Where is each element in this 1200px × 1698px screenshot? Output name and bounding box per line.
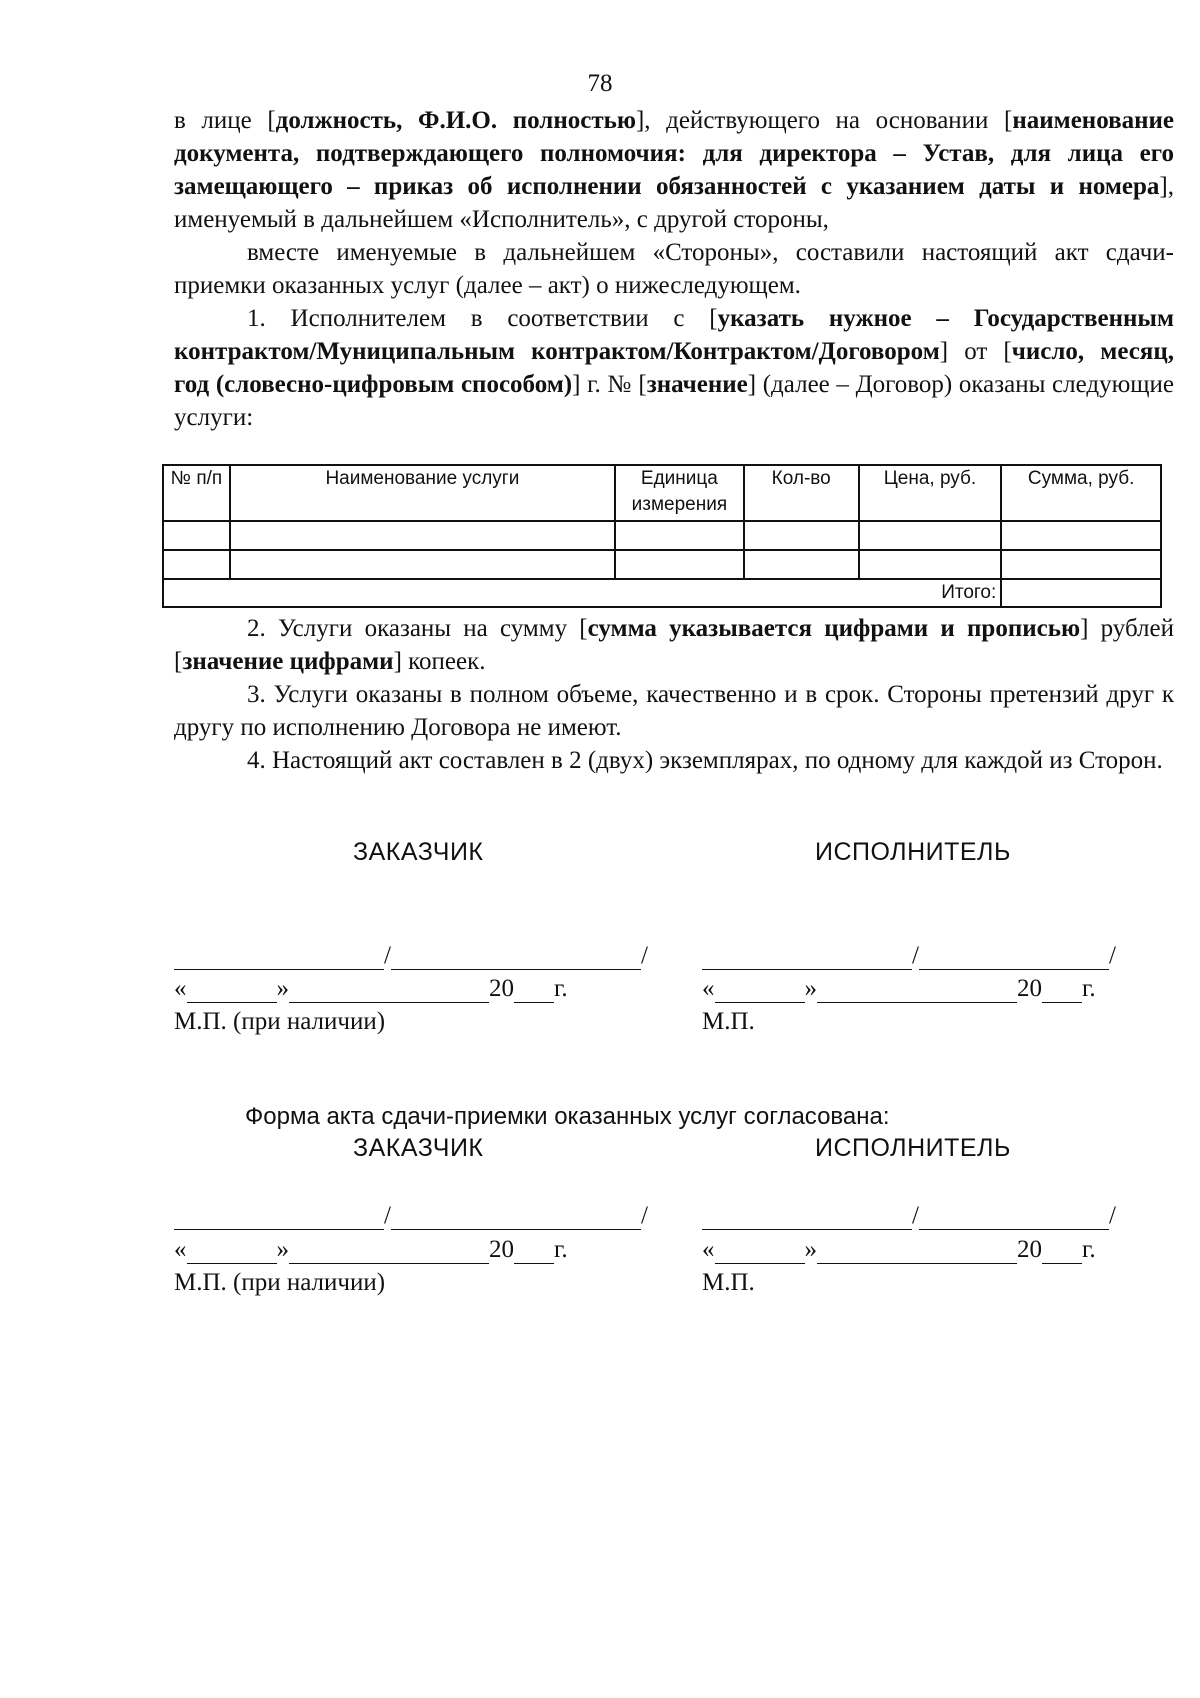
header-price: Цена, руб.	[859, 465, 1002, 521]
table-cell	[230, 521, 615, 550]
table-cell	[163, 521, 230, 550]
table-row	[163, 521, 1161, 550]
contractor-heading: ИСПОЛНИТЕЛЬ	[815, 838, 1011, 866]
customer-signature-line: / /	[174, 942, 648, 970]
header-sum: Сумма, руб.	[1001, 465, 1161, 521]
table-cell	[615, 550, 744, 579]
paragraph-item-2: 2. Услуги оказаны на сумму [сумма указывается цифрами и прописью] рублей [значение цифрами] копеек.	[174, 615, 1175, 675]
customer-heading-approval: ЗАКАЗЧИК	[353, 1134, 484, 1162]
contractor-date-line: « » 20 г.	[702, 975, 1096, 1002]
table-cell	[744, 550, 859, 579]
paragraph-intro: вместе именуемые в дальнейшем «Стороны», составили настоящий акт сдачи-приемки оказанных услуг (далее – акт) о нижеследующем.	[174, 239, 1174, 299]
table-cell	[1001, 521, 1161, 550]
table-cell	[859, 521, 1002, 550]
header-unit: Единица измерения	[615, 465, 744, 521]
table-cell	[615, 521, 744, 550]
total-value-cell	[1001, 579, 1161, 607]
contractor-heading-approval: ИСПОЛНИТЕЛЬ	[815, 1134, 1011, 1162]
act-body	[174, 104, 1174, 434]
table-cell	[744, 521, 859, 550]
customer-heading: ЗАКАЗЧИК	[353, 838, 484, 866]
customer-stamp-approval: М.П. (при наличии)	[174, 1269, 386, 1296]
customer-stamp: М.П. (при наличии)	[174, 1008, 386, 1035]
header-quantity: Кол-во	[744, 465, 859, 521]
header-number: № п/п	[163, 465, 230, 521]
page-number: 78	[587, 70, 613, 97]
customer-date-line-approval: « » 20 г.	[174, 1236, 568, 1263]
table-total-row	[163, 579, 1161, 607]
customer-date-line: « » 20 г.	[174, 975, 568, 1002]
contractor-signature-line: / /	[702, 942, 1116, 970]
customer-signature-line-approval: / /	[174, 1202, 648, 1230]
paragraph-item-3: 3. Услуги оказаны в полном объеме, качественно и в срок. Стороны претензий друг к другу по исполнению Договора не имеют.	[174, 681, 1174, 741]
paragraph-item-1: 1. Исполнителем в соответствии с [указать нужное – Государственным контрактом/Муниципальным контрактом/Контрактом/Договором] от [число, месяц, год (словесно-цифровым способом)] г. № [значение] (далее – Договор) оказаны следующие услуги:	[174, 305, 1175, 431]
header-service-name: Наименование услуги	[230, 465, 615, 521]
table-cell	[230, 550, 615, 579]
table-row	[163, 550, 1161, 579]
total-label: Итого:	[163, 579, 1001, 607]
table-header-row	[163, 465, 1161, 521]
table-cell	[859, 550, 1002, 579]
paragraph-parties: в лице [должность, Ф.И.О. полностью], действующего на основании [наименование документа, подтверждающего полномочия: для директора – Устав, для лица его замещающего – приказ об исполнении обязанностей с указанием даты и номера], именуемый в дальнейшем «Исполнитель», с другой стороны,	[174, 107, 1174, 233]
contractor-stamp: М.П.	[702, 1008, 755, 1035]
approval-note: Форма акта сдачи-приемки оказанных услуг согласована:	[245, 1103, 890, 1130]
contractor-stamp-approval: М.П.	[702, 1269, 755, 1296]
table-cell	[1001, 550, 1161, 579]
services-table	[162, 464, 1162, 608]
contractor-date-line-approval: « » 20 г.	[702, 1236, 1096, 1263]
table-cell	[163, 550, 230, 579]
contractor-signature-line-approval: / /	[702, 1202, 1116, 1230]
act-body-continued	[174, 612, 1174, 777]
paragraph-item-4: 4. Настоящий акт составлен в 2 (двух) экземплярах, по одному для каждой из Сторон.	[247, 747, 1163, 774]
